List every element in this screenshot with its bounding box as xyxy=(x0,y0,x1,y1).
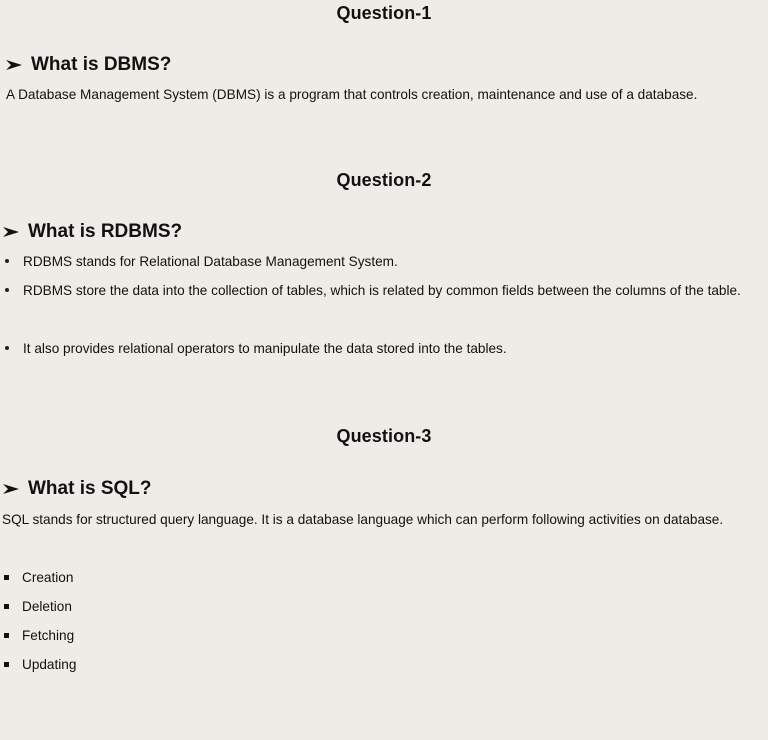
arrow-bullet-icon xyxy=(6,58,22,72)
list-item-text: RDBMS store the data into the collection of tables, which is related by common fields between the columns of the table. xyxy=(23,283,741,298)
question-2-title-text: What is RDBMS? xyxy=(28,221,183,242)
question-3-heading: Question-3 xyxy=(336,426,432,446)
bullet-dot-icon xyxy=(5,346,9,350)
question-1-title xyxy=(6,54,171,76)
question-3-answer: SQL stands for structured query language. It is a database language which can perform following activities on database. xyxy=(2,512,724,527)
list-item-text: RDBMS stands for Relational Database Management System. xyxy=(23,254,398,269)
question-1-title-text: What is DBMS? xyxy=(31,54,172,75)
bullet-square-icon xyxy=(4,662,9,667)
question-2-title xyxy=(3,221,182,243)
list-item xyxy=(4,563,73,592)
list-item-text: Creation xyxy=(22,570,74,585)
list-item-text: Updating xyxy=(22,657,77,672)
list-item xyxy=(5,276,750,305)
arrow-bullet-icon xyxy=(3,225,19,239)
bullet-dot-icon xyxy=(5,259,9,263)
question-3-title xyxy=(3,478,152,500)
arrow-bullet-icon xyxy=(3,482,19,496)
list-item xyxy=(5,247,755,276)
list-item-text: It also provides relational operators to manipulate the data stored into the tables. xyxy=(23,341,507,356)
list-item xyxy=(4,592,72,621)
bullet-dot-icon xyxy=(5,288,9,292)
list-item xyxy=(4,650,76,679)
question-1-heading: Question-1 xyxy=(336,3,432,23)
bullet-square-icon xyxy=(4,633,9,638)
list-item xyxy=(5,334,755,363)
bullet-square-icon xyxy=(4,575,9,580)
list-item xyxy=(4,621,74,650)
question-3-title-text: What is SQL? xyxy=(28,478,152,499)
list-item-text: Deletion xyxy=(22,599,72,614)
bullet-square-icon xyxy=(4,604,9,609)
list-item-text: Fetching xyxy=(22,628,75,643)
question-2-heading: Question-2 xyxy=(336,170,432,190)
question-1-answer: A Database Management System (DBMS) is a program that controls creation, maintenance and use of a database. xyxy=(6,87,698,102)
